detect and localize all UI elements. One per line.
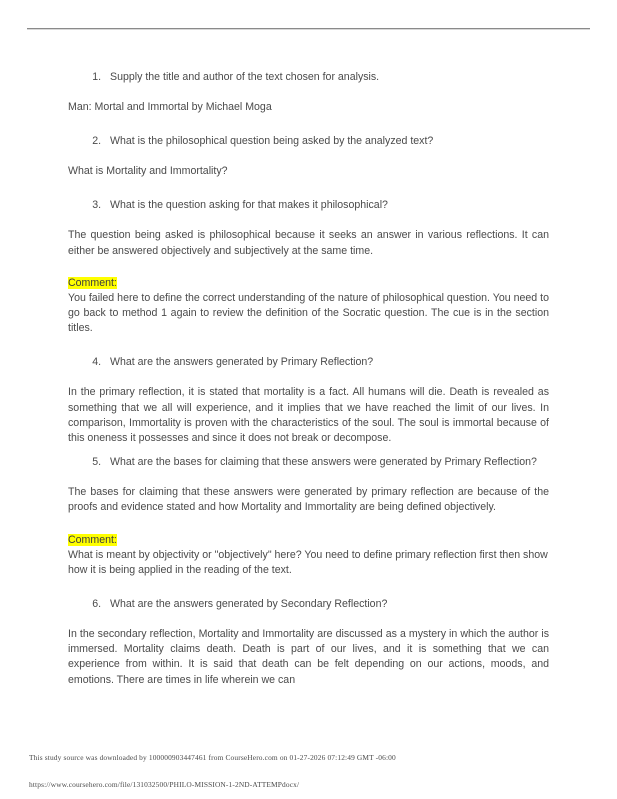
question-item-4 [104, 355, 549, 370]
question-text-2: What is the philosophical question being asked by the analyzed text? [110, 135, 434, 148]
comment-text-2: What is meant by objectivity or "objectively" here? You need to define primary reflection first then show how it is being applied in the reading of the text. [68, 548, 548, 576]
question-text-1: Supply the title and author of the text chosen for analysis. [110, 71, 380, 83]
comment-label-1: Comment: [68, 276, 117, 289]
answer-2: What is Mortality and Immortality? [68, 165, 228, 178]
question-text-4: What are the answers generated by Primary Reflection? [110, 356, 374, 369]
question-list-4 [68, 355, 549, 370]
comment-text-1: You failed here to define the correct understanding of the nature of philosophical question. You need to go back to method 1 again to review the definition of the Socratic question. The cue is in the section titles. [68, 291, 549, 335]
document-body [68, 70, 549, 688]
answer-1: Man: Mortal and Immortal by Michael Moga [68, 101, 272, 113]
answer-6: In the secondary reflection, Mortality and Immortality are discussed as a mystery in which the author is immersed. Mortality claims death. Death is part of our lives, and it is something that we can experience from within. It is said that death can be felt depending on our actions, moods, and emotions. There are times in life wherein we can [68, 628, 549, 686]
question-list-1 [68, 70, 549, 85]
question-list-5 [68, 455, 549, 470]
question-list-3 [68, 198, 549, 213]
question-text-3: What is the question asking for that makes it philosophical? [110, 199, 388, 212]
header-divider [27, 28, 590, 30]
question-item-1 [104, 70, 549, 85]
download-attribution: This study source was downloaded by 100000903447461 from CourseHero.com on 01-27-2026 07:12:49 GMT -06:00 [29, 753, 396, 762]
question-text-5: What are the bases for claiming that these answers were generated by Primary Reflection? [110, 456, 537, 469]
comment-label-row-1 [68, 274, 549, 291]
source-url-link[interactable]: https://www.coursehero.com/file/131032500/PHILO-MISSION-1-2ND-ATTEMPdocx/ [29, 780, 300, 789]
question-item-6 [104, 597, 549, 612]
footer [29, 752, 589, 763]
question-list-2 [68, 134, 549, 149]
question-list-6 [68, 597, 549, 612]
comment-label-row-2 [68, 531, 549, 548]
comment-label-2: Comment: [68, 533, 117, 546]
question-item-3 [104, 198, 549, 213]
question-item-5 [104, 455, 549, 470]
question-item-2 [104, 134, 549, 149]
answer-3: The question being asked is philosophical because it seeks an answer in various reflections. It can either be answered objectively and subjectively at the same time. [68, 229, 549, 257]
answer-5: The bases for claiming that these answers were generated by primary reflection are because of the proofs and evidence stated and how Mortality and Immortality are being defined objectively. [68, 486, 549, 514]
question-text-6: What are the answers generated by Secondary Reflection? [110, 598, 388, 611]
answer-4: In the primary reflection, it is stated that mortality is a fact. All humans will die. Death is revealed as something that we all will experience, and it implies that we have reached the limit of our lives. In comparison, Immortality is proven with the characteristics of the soul. The soul is immortal because of this oneness it possesses and since it does not break or decompose. [68, 386, 549, 445]
